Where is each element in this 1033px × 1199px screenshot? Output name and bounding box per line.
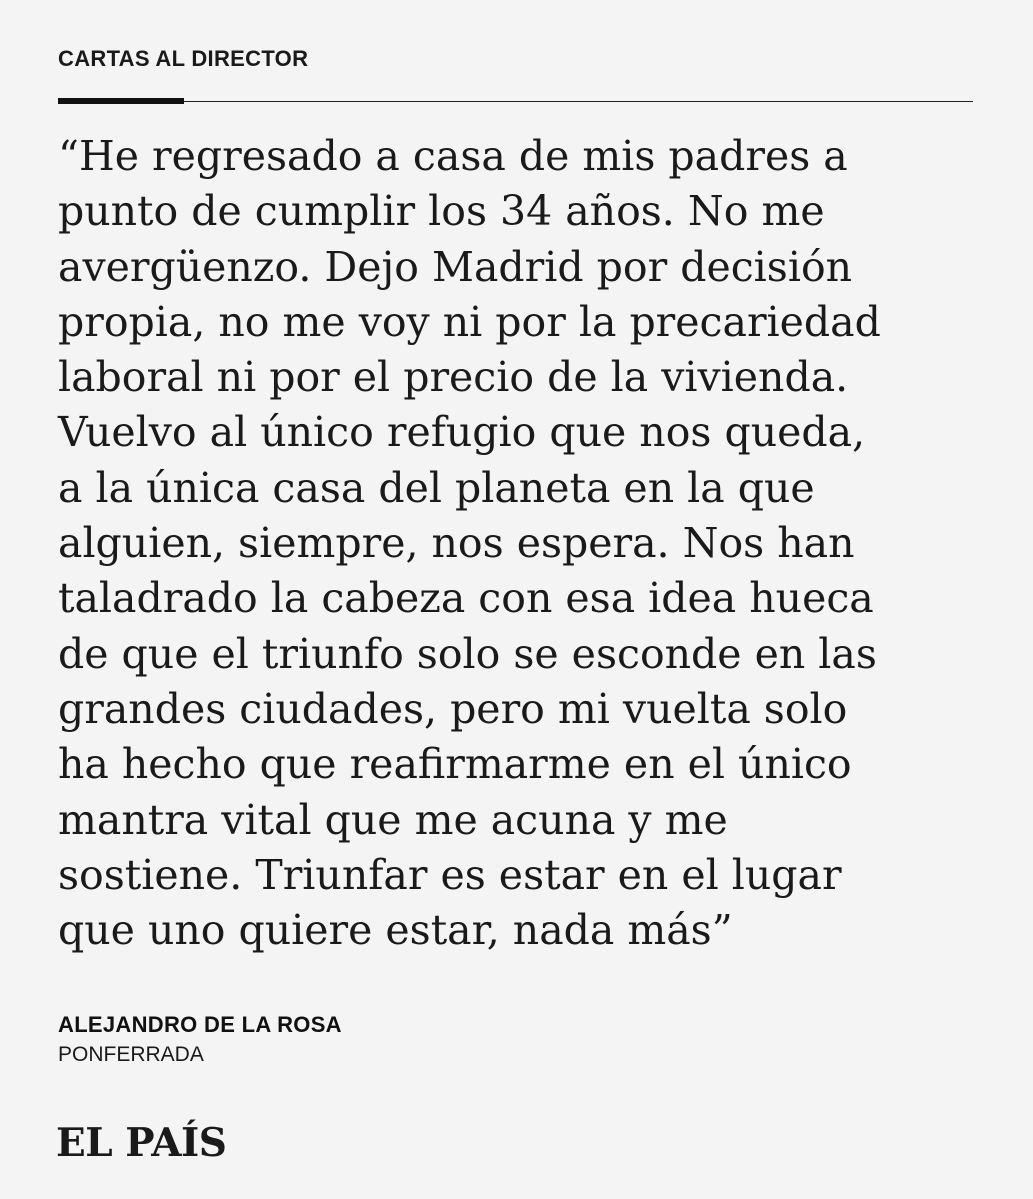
letter-quote: [58, 129, 1008, 958]
quote-line: alguien, siempre, nos espera. Nos han: [58, 519, 855, 568]
quote-line: taladrado la cabeza con esa idea hueca: [58, 574, 874, 623]
quote-line: punto de cumplir los 34 años. No me: [58, 187, 825, 236]
quote-line: que uno quiere estar, nada más”: [58, 906, 733, 955]
quote-line: “He regresado a casa de mis padres a: [58, 132, 848, 180]
header-accent-bar: [58, 98, 184, 104]
quote-line: sostiene. Triunfar es estar en el lugar: [58, 850, 842, 899]
section-label: CARTAS AL DIRECTOR: [58, 46, 309, 71]
author-city: PONFERRADA: [58, 1043, 204, 1066]
quote-line: Vuelvo al único refugio que nos queda,: [58, 408, 866, 457]
quote-line: avergüenzo. Dejo Madrid por decisión: [58, 242, 853, 291]
quote-line: mantra vital que me acuna y me: [58, 795, 728, 844]
quote-line: grandes ciudades, pero mi vuelta solo: [58, 684, 848, 733]
quote-line: ha hecho que reafirmarme en el único: [58, 740, 852, 789]
quote-line: laboral ni por el precio de la vivienda.: [58, 353, 849, 402]
quote-line: a la única casa del planeta en la que: [58, 463, 815, 512]
quote-line: propia, no me voy ni por la precariedad: [58, 297, 881, 346]
el-pais-logo: EL PAÍS: [56, 1120, 227, 1166]
header-divider: [58, 101, 973, 102]
author-name: ALEJANDRO DE LA ROSA: [58, 1012, 342, 1037]
quote-line: de que el triunfo solo se esconde en las: [58, 629, 877, 678]
